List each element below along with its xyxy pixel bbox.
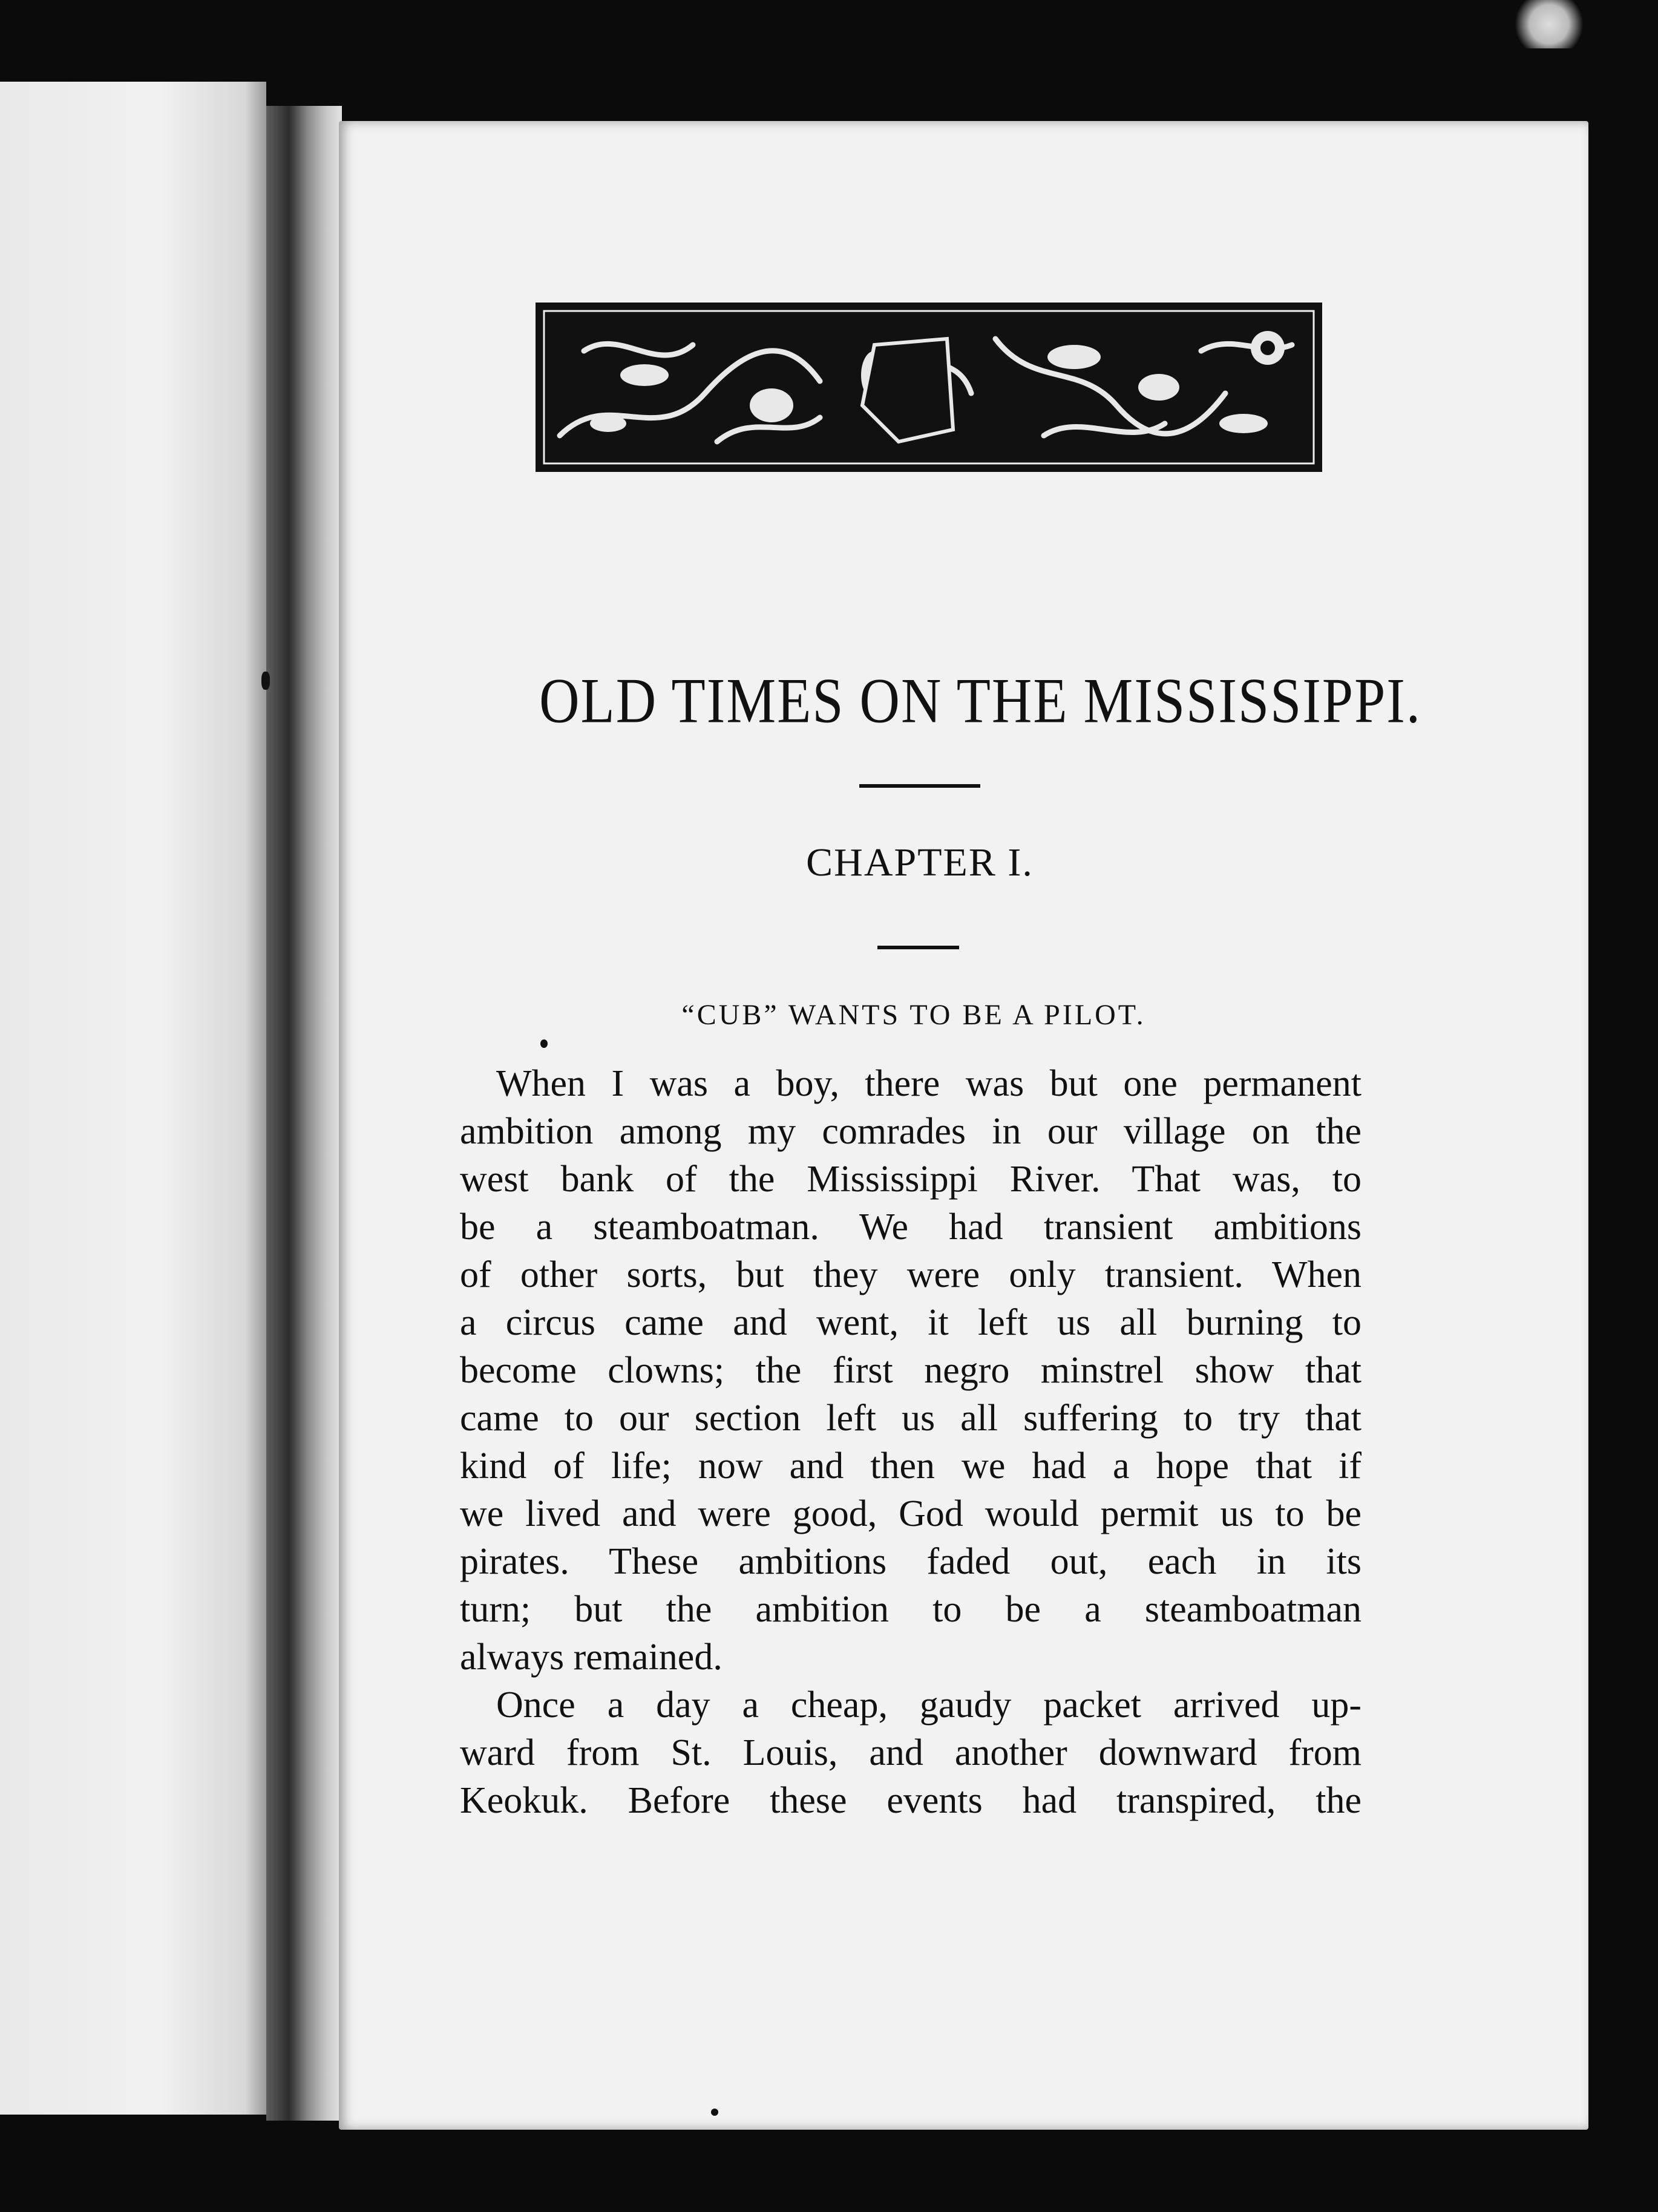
text-line: become clowns; the first negro minstrel show that <box>460 1350 1361 1391</box>
ink-speck <box>711 2109 718 2116</box>
chapter-rule <box>877 946 959 949</box>
chapter-heading: CHAPTER I. <box>806 840 1034 885</box>
text-line: Once a day a cheap, gaudy packet arrived up- <box>496 1684 1361 1726</box>
chapter-subtitle: “CUB” WANTS TO BE A PILOT. <box>681 999 1146 1031</box>
text-line: When I was a boy, there was but one permanent <box>496 1063 1361 1104</box>
text-line: of other sorts, but they were only transient. When <box>460 1254 1361 1295</box>
text-line: we lived and were good, God would permit us to be <box>460 1493 1361 1534</box>
text-line: ward from St. Louis, and another downward from <box>460 1732 1361 1773</box>
book-gutter <box>266 106 342 2121</box>
text-line: Keokuk. Before these events had transpired, the <box>460 1780 1361 1821</box>
text-line: pirates. These ambitions faded out, each in its <box>460 1541 1361 1582</box>
scan-stain <box>1507 0 1591 48</box>
body-text <box>460 1060 1361 1825</box>
book-title: OLD TIMES ON THE MISSISSIPPI. <box>539 665 1421 736</box>
text-line: always remained. <box>460 1637 723 1678</box>
text-line: turn; but the ambition to be a steamboatman <box>460 1589 1361 1630</box>
text-line: ambition among my comrades in our village on the <box>460 1111 1361 1152</box>
floral-headpiece-ornament <box>536 303 1322 472</box>
text-line: be a steamboatman. We had transient ambitions <box>460 1206 1361 1248</box>
left-page <box>0 82 266 2115</box>
text-line: west bank of the Mississippi River. That was, to <box>460 1159 1361 1200</box>
text-line: kind of life; now and then we had a hope that if <box>460 1445 1361 1487</box>
text-line: came to our section left us all suffering to try that <box>460 1398 1361 1439</box>
title-rule <box>859 784 980 788</box>
text-line: a circus came and went, it left us all burning to <box>460 1302 1361 1343</box>
ink-speck <box>261 672 270 690</box>
ink-speck <box>540 1039 548 1048</box>
